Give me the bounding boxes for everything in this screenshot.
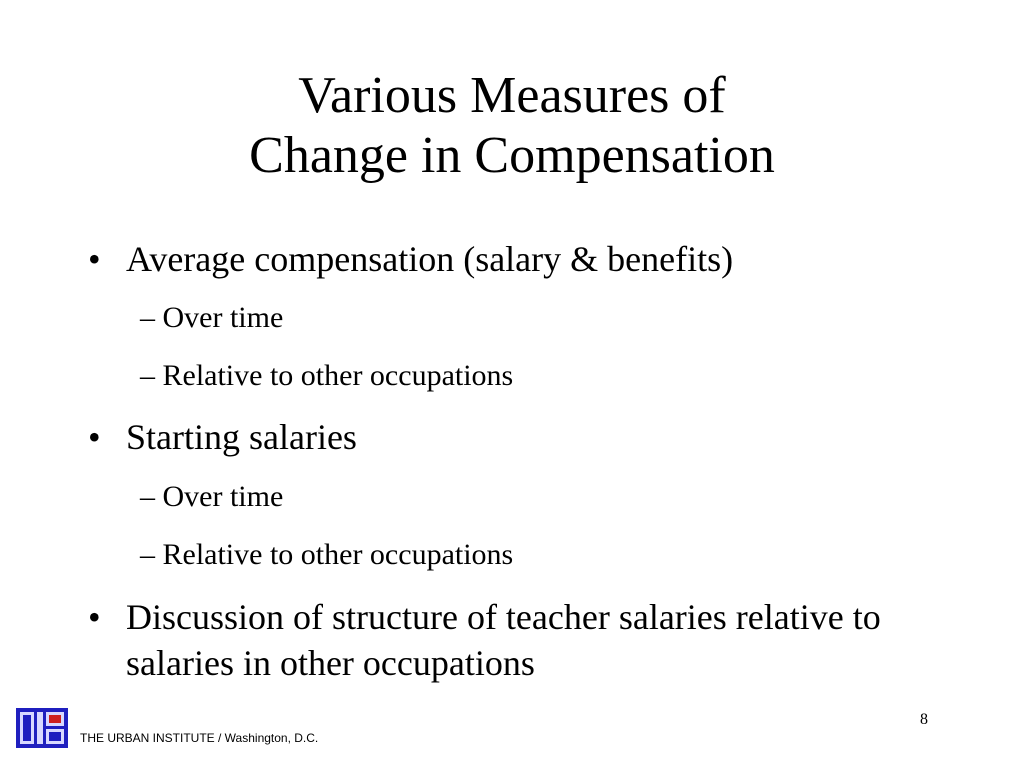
slide-title-line-2: Change in Compensation xyxy=(249,127,775,184)
bullet-mark: • xyxy=(88,597,101,637)
urban-institute-logo xyxy=(16,708,68,748)
subitem-over-time: – Over time xyxy=(140,480,284,513)
bullet-text: Average compensation (salary & benefits) xyxy=(126,239,734,279)
bullet-item-starting-salaries xyxy=(88,414,948,460)
footer-text: THE URBAN INSTITUTE / Washington, D.C. xyxy=(80,731,319,745)
bullet-item-average-compensation xyxy=(88,236,948,282)
page-number: 8 xyxy=(920,711,928,728)
subitem-over-time: – Over time xyxy=(140,301,284,334)
bullet-item-discussion-of-structure xyxy=(88,594,948,686)
subitem-relative-to-other-occupations: – Relative to other occupations xyxy=(140,538,514,571)
bullet-mark: • xyxy=(88,417,101,457)
bullet-text: Discussion of structure of teacher salaries relative to salaries in other occupations xyxy=(126,597,881,683)
bullet-mark: • xyxy=(88,239,101,279)
bullet-text: Starting salaries xyxy=(126,417,357,457)
slide-title-line-1: Various Measures of xyxy=(298,67,726,124)
subitem-relative-to-other-occupations: – Relative to other occupations xyxy=(140,359,514,392)
